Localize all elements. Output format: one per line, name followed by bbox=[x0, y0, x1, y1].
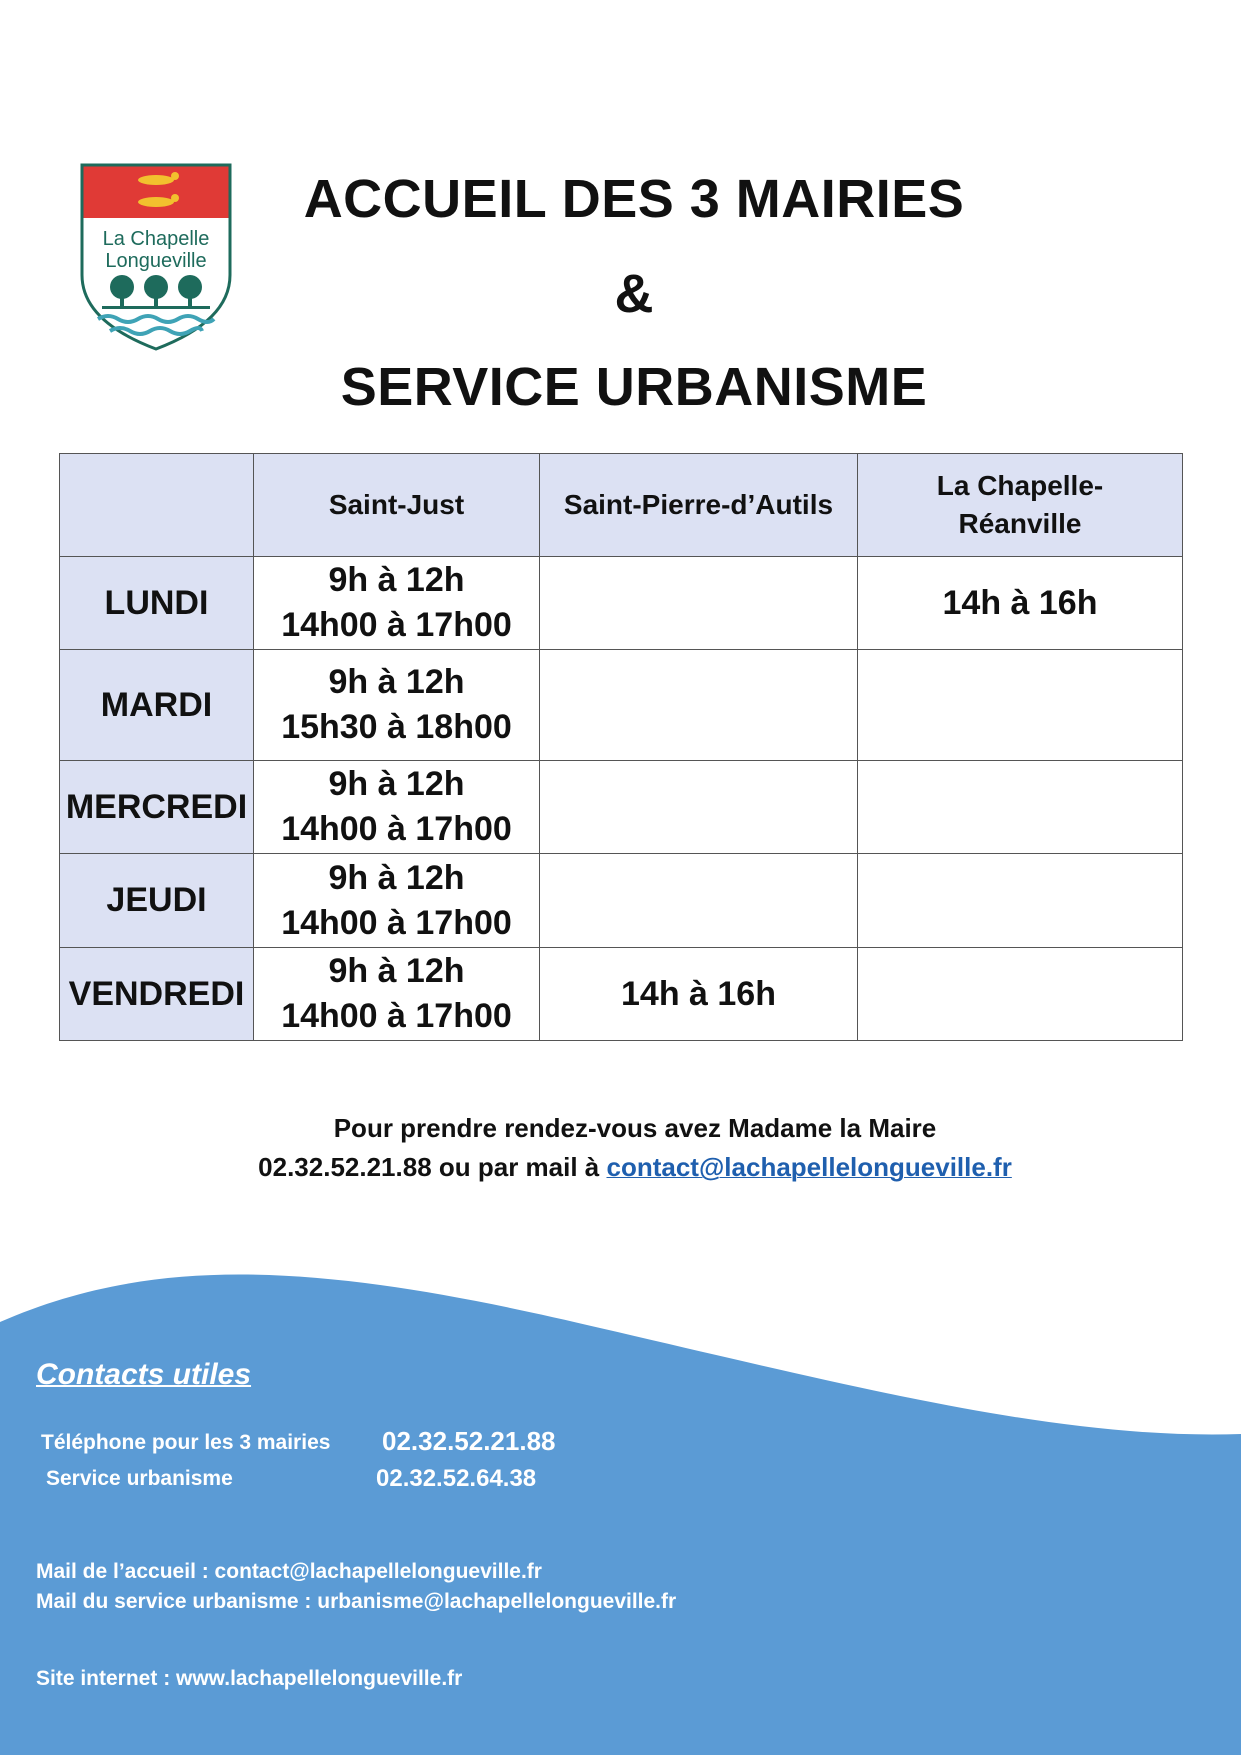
la-chapelle-hours bbox=[858, 761, 1183, 854]
saint-just-hours bbox=[254, 557, 540, 650]
saint-pierre-hours bbox=[540, 854, 858, 948]
header-empty bbox=[60, 454, 254, 557]
logo-text-line1: La Chapelle bbox=[102, 228, 210, 250]
hours-afternoon: 14h00 à 17h00 bbox=[281, 997, 512, 1035]
hours-afternoon: 15h30 à 18h00 bbox=[281, 708, 512, 746]
appointment-phone: 02.32.52.21.88 ou par mail à bbox=[258, 1152, 607, 1182]
urbanism-label: Service urbanisme bbox=[46, 1467, 233, 1490]
saint-pierre-hours bbox=[540, 650, 858, 761]
title-ampersand: & bbox=[614, 264, 654, 324]
mail-urbanisme[interactable]: Mail du service urbanisme : urbanisme@lachapellelongueville.fr bbox=[36, 1590, 677, 1613]
hours-morning: 9h à 12h bbox=[328, 561, 465, 599]
hours-afternoon: 14h00 à 17h00 bbox=[281, 810, 512, 848]
phone-label: Téléphone pour les 3 mairies bbox=[41, 1431, 331, 1454]
saint-pierre-hours bbox=[540, 761, 858, 854]
table-header-row bbox=[60, 454, 1183, 557]
table-row bbox=[60, 557, 1183, 650]
saint-just-hours bbox=[254, 761, 540, 854]
header-saint-pierre: Saint-Pierre-d’Autils bbox=[540, 454, 858, 557]
la-chapelle-hours: 14h à 16h bbox=[858, 557, 1183, 650]
hours-afternoon: 14h00 à 17h00 bbox=[281, 903, 512, 942]
saint-just-hours bbox=[254, 650, 540, 761]
day-cell: VENDREDI bbox=[60, 948, 254, 1041]
urbanism-phone-value[interactable]: 02.32.52.64.38 bbox=[376, 1465, 537, 1492]
la-chapelle-hours bbox=[858, 854, 1183, 948]
page-subtitle: SERVICE URBANISME bbox=[340, 357, 928, 417]
saint-just-hours bbox=[254, 854, 540, 948]
hours-afternoon: 14h00 à 17h00 bbox=[281, 606, 512, 644]
header-la-chapelle-line2: Réanville bbox=[958, 508, 1082, 539]
phone-value[interactable]: 02.32.52.21.88 bbox=[382, 1426, 556, 1456]
saint-just-hours bbox=[254, 948, 540, 1041]
appointment-email-link[interactable]: contact@lachapellelongueville.fr bbox=[606, 1152, 1012, 1182]
hours-morning: 9h à 12h bbox=[328, 952, 465, 990]
la-chapelle-hours bbox=[858, 650, 1183, 761]
la-chapelle-hours bbox=[858, 948, 1183, 1041]
table-row bbox=[60, 761, 1183, 854]
header-la-chapelle bbox=[858, 454, 1183, 557]
contacts-title: Contacts utiles bbox=[36, 1358, 252, 1391]
coat-of-arms-logo bbox=[80, 163, 232, 351]
hours-morning: 9h à 12h bbox=[328, 765, 465, 803]
day-cell: MERCREDI bbox=[60, 761, 254, 854]
header-saint-just: Saint-Just bbox=[254, 454, 540, 557]
saint-pierre-hours: 14h à 16h bbox=[540, 948, 858, 1041]
schedule-table bbox=[59, 453, 1183, 1041]
appointment-contact-line bbox=[100, 1152, 1170, 1183]
hours-morning: 9h à 12h bbox=[328, 858, 465, 897]
table-row bbox=[60, 650, 1183, 761]
mail-accueil[interactable]: Mail de l’accueil : contact@lachapellelongueville.fr bbox=[36, 1560, 542, 1583]
appointment-text: Pour prendre rendez-vous avez Madame la Maire bbox=[333, 1113, 937, 1143]
website-link[interactable]: Site internet : www.lachapellelongueville.fr bbox=[36, 1667, 463, 1690]
table-row bbox=[60, 854, 1183, 948]
header-la-chapelle-line1: La Chapelle- bbox=[936, 470, 1104, 501]
day-cell: LUNDI bbox=[60, 557, 254, 650]
saint-pierre-hours bbox=[540, 557, 858, 650]
hours-morning: 9h à 12h bbox=[328, 663, 465, 701]
logo-text-line2: Longueville bbox=[105, 250, 207, 272]
day-cell: JEUDI bbox=[60, 854, 254, 948]
table-row bbox=[60, 948, 1183, 1041]
day-cell: MARDI bbox=[60, 650, 254, 761]
page-title: ACCUEIL DES 3 MAIRIES bbox=[303, 169, 965, 229]
